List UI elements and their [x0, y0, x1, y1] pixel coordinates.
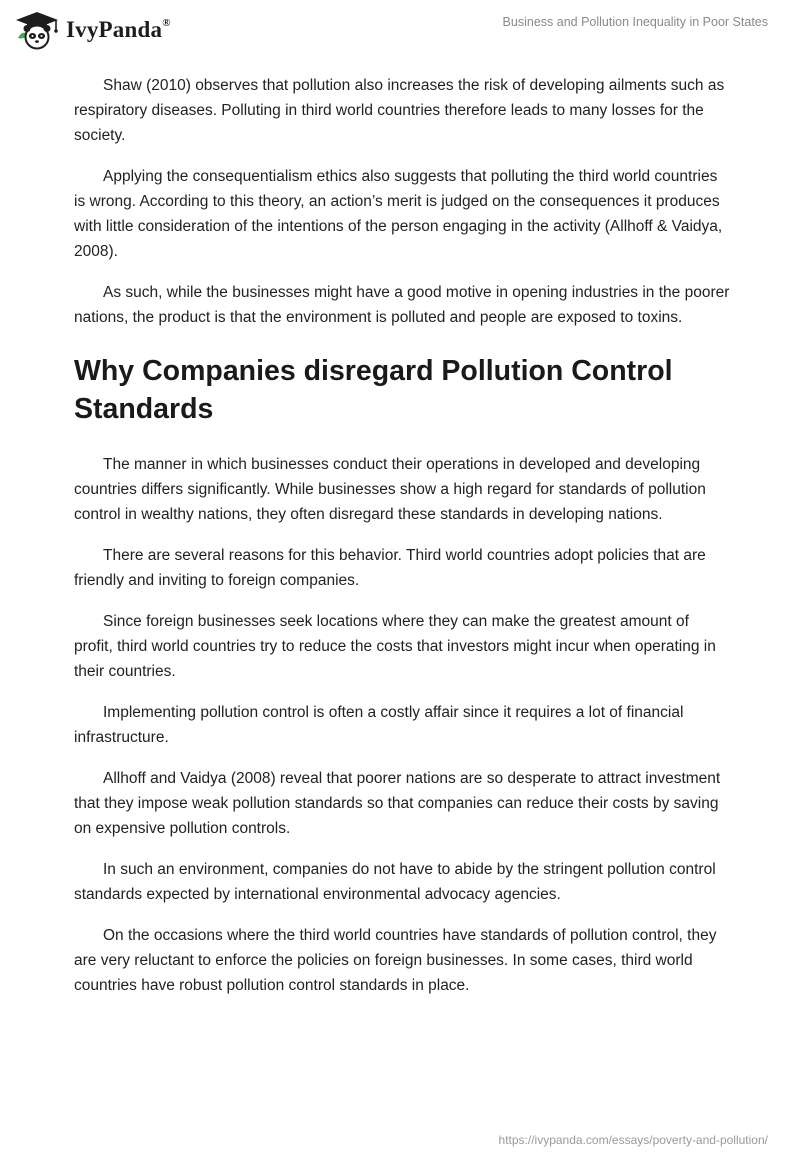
- paragraph: As such, while the businesses might have a good motive in opening industries in the poorer nations, the product is that the environment is polluted and people are exposed to toxins.: [74, 284, 730, 326]
- source-url-link[interactable]: https://ivypanda.com/essays/poverty-and-pollution/: [498, 1133, 768, 1147]
- paragraph: The manner in which businesses conduct their operations in developed and developing countries differs significantly. While businesses show a high regard for standards of pollution control in wealthy nations, they often disregard these standards in developing nations.: [74, 456, 706, 523]
- panda-graduate-icon: [14, 10, 60, 50]
- registered-mark: ®: [162, 17, 171, 30]
- paragraph: Allhoff and Vaidya (2008) reveal that poorer nations are so desperate to attract investment that they impose weak pollution standards so that companies can reduce their costs by saving on expensive pollution controls.: [74, 770, 721, 837]
- paragraph: There are several reasons for this behavior. Third world countries adopt policies that are friendly and inviting to foreign companies.: [74, 547, 706, 589]
- paragraph: Implementing pollution control is often a costly affair since it requires a lot of financial infrastructure.: [74, 704, 684, 746]
- logo-wordmark: IvyPanda®: [66, 17, 171, 42]
- ivypanda-logo[interactable]: [14, 10, 171, 50]
- paragraph: Shaw (2010) observes that pollution also increases the risk of developing ailments such as respiratory diseases. Polluting in third world countries therefore leads to many losses for the society.: [74, 77, 725, 144]
- paragraph: Since foreign businesses seek locations where they can make the greatest amount of profit, third world countries try to reduce the costs that investors might incur when operating in their countries.: [74, 613, 716, 680]
- essay-body: [74, 73, 730, 1014]
- page-header: [0, 0, 800, 60]
- document-title: Business and Pollution Inequality in Poor States: [502, 15, 768, 29]
- paragraph: On the occasions where the third world countries have standards of pollution control, they are very reluctant to enforce the policies on foreign businesses. In some cases, third world countries have robust pollution control standards in place.: [74, 927, 717, 994]
- paragraph: Applying the consequentialism ethics also suggests that polluting the third world countries is wrong. According to this theory, an action’s merit is judged on the consequences it produces with little consideration of the intentions of the person engaging in the activity (Allhoff & Vaidya, 2008).: [74, 168, 723, 260]
- section-heading: Why Companies disregard Pollution Control Standards: [74, 355, 673, 425]
- paragraph: In such an environment, companies do not have to abide by the stringent pollution control standards expected by international environmental advocacy agencies.: [74, 861, 716, 903]
